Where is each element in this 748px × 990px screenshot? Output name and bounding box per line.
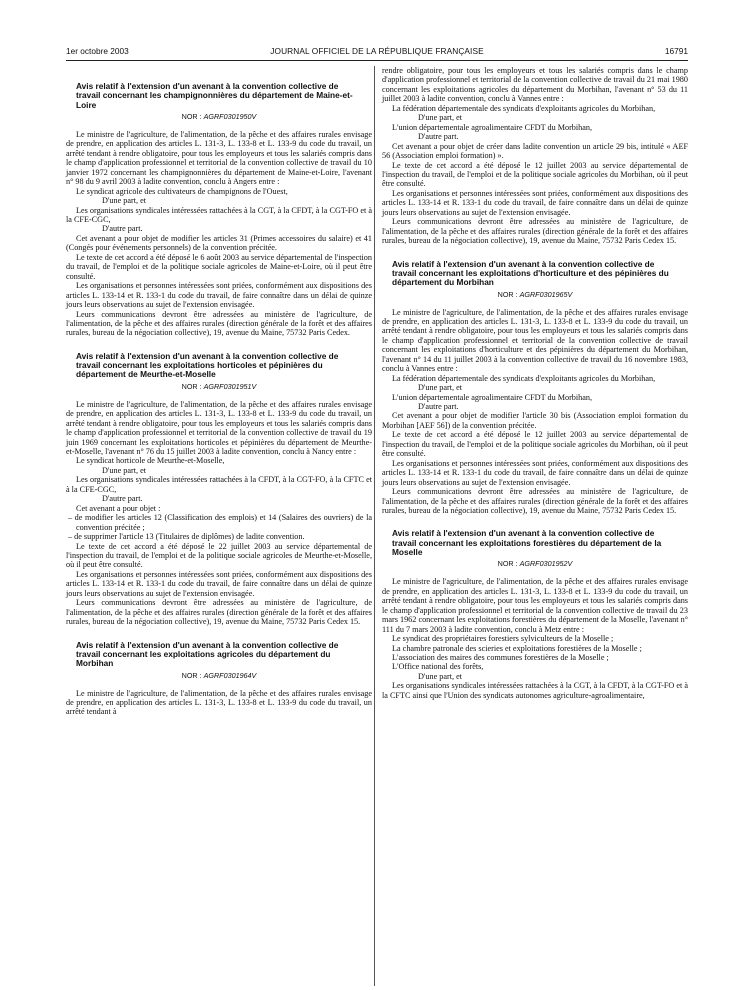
notice-paragraph: Les organisations et personnes intéressées sont priées, conformément aux dispositions des articles L. 133-14 et R. 133-1 du code du travail, de faire connaître dans un délai de quinze jours leurs observations au sujet de l'extension envisagée. bbox=[66, 281, 372, 310]
notice-paragraph: D'une part, et bbox=[418, 113, 462, 123]
left-column bbox=[66, 82, 372, 717]
notice-paragraph: L'Office national des forêts, bbox=[392, 662, 484, 672]
notice-paragraph: Les organisations et personnes intéressées sont priées, conformément aux dispositions des articles L. 133-14 et R. 133-1 du code du travail, de faire connaître dans un délai de quinze jours leurs observations au sujet de l'extension envisagée. bbox=[382, 458, 688, 487]
header-journal-title: JOURNAL OFFICIEL DE LA RÉPUBLIQUE FRANÇAISE bbox=[270, 46, 484, 56]
notice-paragraph: Cet avenant a pour objet de modifier l'article 30 bis (Association emploi formation du Morbihan [AEF 56]) de la convention précitée. bbox=[382, 411, 688, 430]
notice-paragraph: Le texte de cet accord a été déposé le 12 juillet 2003 au service départemental de l'inspection du travail, de l'emploi et de la politique sociale agricoles du Morbihan, où il peut être consulté. bbox=[382, 160, 688, 189]
notice-paragraph: Le ministre de l'agriculture, de l'alimentation, de la pêche et des affaires rurales envisage de prendre, en application des articles L. 131-3, L. 133-8 et L. 133-9 du code du travail, un arrêté tendant à rendre obligatoire, pour tous les employeurs et tous les salariés compris dans le champ d'application professionnel et territorial de la convention collective de travail du 19 juin 1969 concernant les exploitations horticoles et pépinières du département de Meurthe-et-Moselle, l'avenant n° 76 du 15 juillet 2003 à ladite convention, conclu à Nancy entre : bbox=[66, 399, 372, 457]
nor-code: AGRF0301965V bbox=[519, 289, 573, 299]
header-rule bbox=[66, 60, 688, 61]
notice-paragraph: Le ministre de l'agriculture, de l'alimentation, de la pêche et des affaires rurales envisage de prendre, en application des articles L. 131-3, L. 133-8 et L. 133-9 du code du travail, un arrêté tendant à rendre obligatoire, pour tous les employeurs et tous les salariés compris dans le champ d'application professionnel et territorial de la convention collective de travail du 10 janvier 1972 concernant les champignonnières du département de Maine-et-Loire, l'avenant n° 98 du 9 avril 2003 à ladite convention, conclu à Angers entre : bbox=[66, 129, 372, 187]
notice-paragraph: L'union départementale agroalimentaire CFDT du Morbihan, bbox=[392, 392, 593, 402]
notice-paragraph: D'autre part. bbox=[102, 224, 143, 234]
notice-paragraph: D'une part, et bbox=[418, 671, 462, 681]
notice-paragraph: Leurs communications devront être adressées au ministère de l'agriculture, de l'alimentation, de la pêche et des affaires rurales (direction générale de la forêt et des affaires rurales, bureau de la négociation collective), 19, avenue du Maine, 75732 Paris Cedex 15. bbox=[382, 487, 688, 516]
notice-paragraph: Cet avenant a pour objet : bbox=[76, 503, 161, 513]
header-date: 1er octobre 2003 bbox=[66, 46, 129, 56]
notice-morbihan-agricoles bbox=[66, 641, 372, 717]
notice-paragraph: Cet avenant a pour objet de créer dans ladite convention un article 29 bis, intitulé « AEF 56 (Association emploi formation) ». bbox=[382, 141, 688, 161]
nor-reference: NOR : AGRF0301965V bbox=[497, 289, 573, 299]
nor-reference: NOR : AGRF0301952V bbox=[497, 559, 573, 569]
nor-code: AGRF0301964V bbox=[203, 670, 257, 680]
notice-paragraph: La fédération départementale des syndicats d'exploitants agricoles du Morbihan, bbox=[392, 373, 656, 383]
notice-paragraph: D'autre part. bbox=[418, 132, 459, 142]
notice-title: Avis relatif à l'extension d'un avenant à la convention collective de travail concernant les exploitations horticoles et pépinières du département de Meurthe-et-Moselle bbox=[76, 350, 339, 380]
notice-paragraph: Cet avenant a pour objet de modifier les articles 31 (Primes accessoires du salaire) et 41 (Congés pour événements personnels) de la convention précitée. bbox=[66, 233, 372, 253]
right-column bbox=[382, 66, 688, 700]
nor-reference: NOR : AGRF0301964V bbox=[181, 670, 257, 680]
notice-list-item: – de modifier les articles 12 (Classification des emplois) et 14 (Salaires des ouvriers) de la convention précitée ; bbox=[68, 513, 372, 532]
notice-paragraph: Leurs communications devront être adressées au ministère de l'agriculture, de l'alimentation, de la pêche et des affaires rurales (direction générale de la forêt et des affaires rurales, bureau de la négociation collective), 19, avenue du Maine, 75732 Paris Cedex 15. bbox=[382, 217, 688, 246]
nor-reference: NOR : AGRF0301950V bbox=[181, 111, 257, 121]
notice-paragraph: D'autre part. bbox=[102, 494, 143, 504]
notice-paragraph: D'une part, et bbox=[418, 383, 462, 393]
notice-paragraph: Les organisations syndicales intéressées rattachées à la CGT, à la CFDT, à la CGT-FO et à la CFTC ainsi que l'Union des syndicats autonomes agriculture-agroalimentaire, bbox=[382, 681, 688, 700]
nor-code: AGRF0301951V bbox=[203, 381, 257, 391]
notice-paragraph: Le texte de cet accord a été déposé le 6 août 2003 au service départemental de l'inspection du travail, de l'emploi et de la politique sociale agricoles de Maine-et-Loire, où il peut être consulté. bbox=[66, 252, 372, 281]
notice-title: Avis relatif à l'extension d'un avenant à la convention collective de travail concernant les champignonnières du département de Maine-et-Loire bbox=[76, 81, 353, 110]
notice-maine-et-loire bbox=[66, 82, 372, 338]
notice-paragraph: La chambre patronale des scieries et exploitations forestières de la Moselle ; bbox=[392, 643, 642, 653]
notice-meurthe-et-moselle bbox=[66, 352, 372, 627]
notice-title: Avis relatif à l'extension d'un avenant à la convention collective de travail concernant les exploitations agricoles du département du Morbihan bbox=[76, 639, 339, 669]
nor-code: AGRF0301952V bbox=[519, 559, 573, 569]
notice-paragraph: D'une part, et bbox=[102, 196, 146, 206]
header-page-number: 16791 bbox=[664, 46, 688, 56]
notice-morbihan-agricoles-continued bbox=[382, 66, 688, 246]
notice-paragraph: D'une part, et bbox=[102, 465, 146, 475]
notice-paragraph: Le texte de cet accord a été déposé le 12 juillet 2003 au service départemental de l'inspection du travail, de l'emploi et de la politique sociale agricoles du Morbihan, où il peut être consulté. bbox=[382, 430, 688, 459]
notice-paragraph: La fédération départementale des syndicats d'exploitants agricoles du Morbihan, bbox=[392, 103, 656, 113]
nor-reference: NOR : AGRF0301951V bbox=[181, 381, 257, 391]
notice-paragraph: L'union départementale agroalimentaire CFDT du Morbihan, bbox=[392, 122, 593, 132]
notice-title: Avis relatif à l'extension d'un avenant à la convention collective de travail concernant les exploitations d'horticulture et des pépinières du département du Morbihan bbox=[392, 258, 669, 288]
notice-list-item: – de supprimer l'article 13 (Titulaires de diplômes) de ladite convention. bbox=[68, 532, 305, 542]
column-divider bbox=[374, 66, 375, 986]
notice-paragraph: Le ministre de l'agriculture, de l'alimentation, de la pêche et des affaires rurales envisage de prendre, en application des articles L. 131-3, L. 133-8 et L. 133-9 du code du travail, un arrêté tendant à rendre obligatoire, pour tous les employeurs et tous les salariés compris dans le champ d'application professionnel et territorial de la convention collective de travail du 23 mars 1962 concernant les exploitations forestières du département de la Moselle, l'avenant n° 111 du 7 mars 2003 à ladite convention, conclu à Metz entre : bbox=[382, 577, 688, 634]
notice-paragraph: Les organisations syndicales intéressées rattachées à la CFDT, à la CGT-FO, à la CFTC et à la CFE-CGC, bbox=[66, 475, 372, 494]
notice-paragraph: Le ministre de l'agriculture, de l'alimentation, de la pêche et des affaires rurales envisage de prendre, en application des articles L. 131-3, L. 133-8 et L. 133-9 du code du travail, un arrêté tendant à bbox=[66, 688, 372, 717]
notice-paragraph: Les organisations et personnes intéressées sont priées, conformément aux dispositions des articles L. 133-14 et R. 133-1 du code du travail, de faire connaître dans un délai de quinze jours leurs observations au sujet de l'extension envisagée. bbox=[382, 188, 688, 217]
page-header bbox=[66, 46, 688, 60]
notice-moselle-forestieres bbox=[382, 529, 688, 700]
notice-paragraph: Le syndicat agricole des cultivateurs de champignons de l'Ouest, bbox=[76, 186, 288, 196]
notice-paragraph: Le texte de cet accord a été déposé le 22 juillet 2003 au service départemental de l'inspection du travail, de l'emploi et de la politique sociale agricoles de Meurthe-et-Moselle, où il peut être consulté. bbox=[66, 541, 372, 570]
notice-paragraph: Leurs communications devront être adressées au ministère de l'agriculture, de l'alimentation, de la pêche et des affaires rurales (direction générale de la forêt et des affaires rurales, bureau de la négociation collective), 19, avenue du Maine, 75732 Paris Cedex 15. bbox=[66, 598, 372, 627]
nor-code: AGRF0301950V bbox=[203, 111, 257, 121]
notice-paragraph: L'association des maires des communes forestières de la Moselle ; bbox=[392, 652, 609, 662]
notice-paragraph: Le syndicat des propriétaires forestiers sylviculteurs de la Moselle ; bbox=[392, 634, 614, 644]
notice-paragraph: Le ministre de l'agriculture, de l'alimentation, de la pêche et des affaires rurales envisage de prendre, en application des articles L. 131-3, L. 133-8 et L. 133-9 du code du travail, un arrêté tendant à rendre obligatoire, pour tous les employeurs et tous les salariés compris dans le champ d'application professionnel et territorial de la convention collective de travail concernant les exploitations d'horticulture et des pépinières du département du Morbihan, l'avenant n° 14 du 11 juillet 2003 à la convention collective de travail du 16 novembre 1983, conclu à Vannes entre : bbox=[382, 307, 688, 374]
notice-paragraph: Les organisations et personnes intéressées sont priées, conformément aux dispositions des articles L. 133-14 et R. 133-1 du code du travail, de faire connaître dans un délai de quinze jours leurs observations au sujet de l'extension envisagée. bbox=[66, 569, 372, 598]
notice-paragraph: Le syndicat horticole de Meurthe-et-Moselle, bbox=[76, 456, 225, 466]
notice-paragraph: rendre obligatoire, pour tous les employeurs et tous les salariés compris dans le champ d'application professionnel et territorial de la convention collective de travail du 21 mai 1980 concernant les exploitations agricoles du département du Morbihan, l'avenant n° 53 du 11 juillet 2003 à ladite convention, conclu à Vannes entre : bbox=[382, 66, 688, 104]
notice-paragraph: D'autre part. bbox=[418, 402, 459, 412]
notice-morbihan-horticulture bbox=[382, 260, 688, 516]
notice-title: Avis relatif à l'extension d'un avenant à la convention collective de travail concernant les exploitations forestières du département de la Moselle bbox=[392, 528, 662, 558]
notice-paragraph: Les organisations syndicales intéressées rattachées à la CGT, à la CFDT, à la CGT-FO et à la CFE-CGC, bbox=[66, 205, 372, 224]
notice-paragraph: Leurs communications devront être adressées au ministère de l'agriculture, de l'alimentation, de la pêche et des affaires rurales (direction générale de la forêt et des affaires rurales, bureau de la négociation collective), 19, avenue du Maine, 75732 Paris Cedex. bbox=[66, 309, 372, 338]
